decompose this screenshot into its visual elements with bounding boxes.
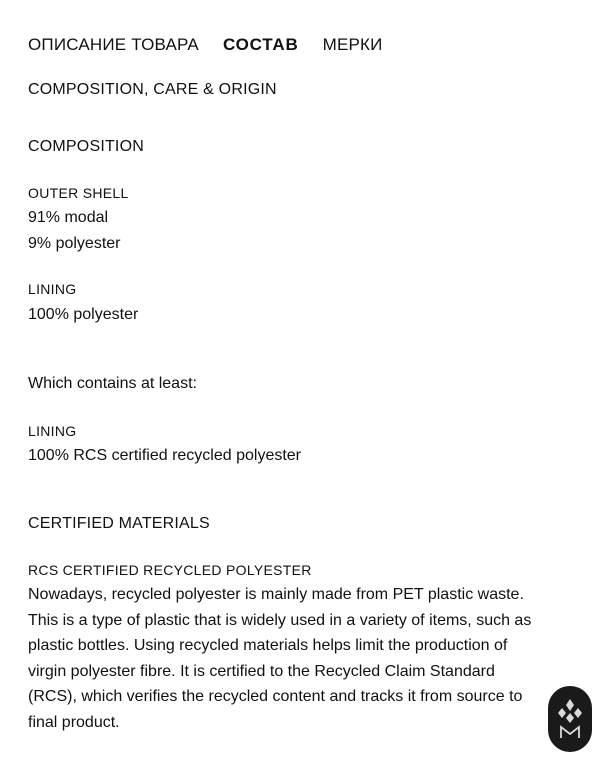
rcs-label: RCS CERTIFIED RECYCLED POLYESTER bbox=[28, 562, 312, 578]
rcs-line: plastic bottles. Using recycled materials helps limit the production of bbox=[28, 637, 508, 654]
rcs-description bbox=[28, 582, 568, 735]
section-header: COMPOSITION, CARE & ORIGIN bbox=[28, 81, 277, 98]
rcs-line: (RCS), which verifies the recycled content and tracks it from source to bbox=[28, 688, 523, 705]
outer-shell-label: OUTER SHELL bbox=[28, 185, 129, 201]
tab-bar bbox=[28, 34, 407, 56]
rcs-line: final product. bbox=[28, 713, 120, 731]
rcs-line: This is a type of plastic that is widely used in a variety of items, such as bbox=[28, 611, 532, 629]
contains-lining-label: LINING bbox=[28, 423, 77, 439]
brand-emblem-icon bbox=[555, 696, 585, 742]
tab-composition[interactable]: СОСТАВ bbox=[222, 35, 299, 54]
tab-description[interactable]: ОПИСАНИЕ ТОВАРА bbox=[28, 35, 199, 54]
outer-shell-polyester: 9% polyester bbox=[28, 235, 121, 252]
rcs-line: Nowadays, recycled polyester is mainly made from PET plastic waste. bbox=[28, 586, 524, 603]
composition-title: COMPOSITION bbox=[28, 138, 144, 155]
contains-intro: Which contains at least: bbox=[28, 375, 197, 392]
rcs-line: virgin polyester fibre. It is certified to the Recycled Claim Standard bbox=[28, 662, 495, 680]
outer-shell-modal: 91% modal bbox=[28, 209, 109, 226]
lining-label: LINING bbox=[28, 281, 77, 297]
tab-measurements[interactable]: МЕРКИ bbox=[322, 35, 383, 54]
contains-lining-value: 100% RCS certified recycled polyester bbox=[28, 447, 302, 464]
certified-title: CERTIFIED MATERIALS bbox=[28, 515, 210, 532]
brand-badge-button[interactable] bbox=[548, 686, 592, 752]
lining-polyester: 100% polyester bbox=[28, 306, 139, 323]
